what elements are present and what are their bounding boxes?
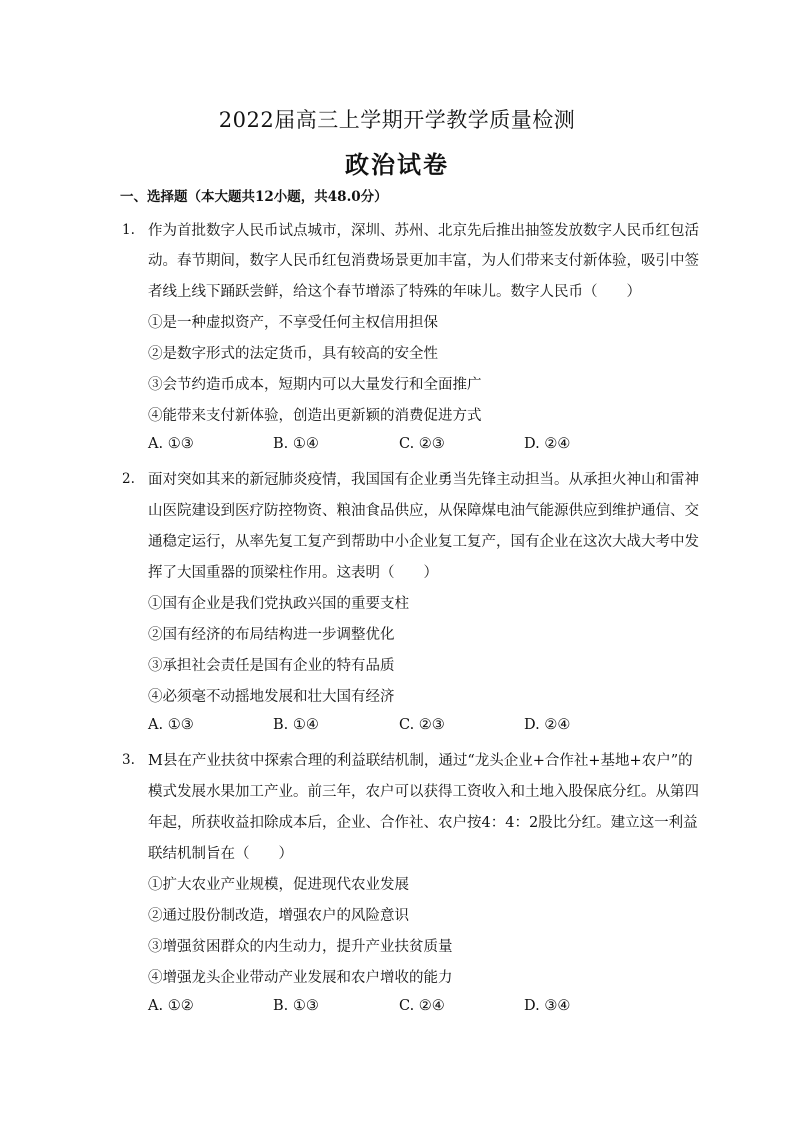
option-d[interactable]: D. ②④ (524, 436, 571, 452)
statement-3: ③承担社会责任是国有企业的特有品质 (148, 658, 395, 674)
question-stem-line: 挥了大国重器的顶梁柱作用。这表明（ ） (148, 565, 438, 581)
option-c[interactable]: C. ②④ (399, 998, 445, 1014)
option-a[interactable]: A. ①② (148, 998, 194, 1014)
statement-3: ③会节约造币成本，短期内可以大量发行和全面推广 (148, 377, 482, 393)
question-number: 1. (122, 222, 135, 238)
option-d[interactable]: D. ③④ (524, 998, 571, 1014)
statement-3: ③增强贫困群众的内生动力，提升产业扶贫质量 (148, 939, 453, 955)
question-number: 2. (122, 471, 135, 487)
option-c[interactable]: C. ②③ (399, 436, 445, 452)
option-b[interactable]: B. ①④ (273, 717, 319, 733)
question-stem-line: 通稳定运行，从率先复工复产到帮助中小企业复工复产，国有企业在这次大战大考中发 (148, 534, 699, 550)
question-number: 3. (122, 752, 135, 768)
question-stem-line: 作为首批数字人民币试点城市，深圳、苏州、北京先后推出抽签发放数字人民币红包活 (148, 223, 699, 239)
statement-2: ②是数字形式的法定货币，具有较高的安全性 (148, 346, 438, 362)
question-stem-line: 动。春节期间，数字人民币红包消费场景更加丰富，为人们带来支付新体验，吸引中签 (148, 253, 699, 269)
statement-4: ④能带来支付新体验，创造出更新颖的消费促进方式 (148, 408, 482, 424)
question-stem-line: 模式发展水果加工产业。前三年，农户可以获得工资收入和土地入股保底分红。从第四 (148, 784, 699, 800)
exam-subject-title: 政治试卷 (345, 150, 449, 179)
statement-4: ④增强龙头企业带动产业发展和农户增收的能力 (148, 970, 453, 986)
statement-1: ①国有企业是我们党执政兴国的重要支柱 (148, 596, 409, 612)
section-heading: 一、选择题（本大题共12小题，共48.0分） (120, 189, 388, 205)
question-stem-line: 山医院建设到医疗防控物资、粮油食品供应，从保障煤电油气能源供应到维护通信、交 (148, 503, 699, 519)
question-stem-line: 者线上线下踊跃尝鲜，给这个春节增添了特殊的年味儿。数字人民币（ ） (148, 284, 641, 300)
statement-1: ①扩大农业产业规模，促进现代农业发展 (148, 877, 409, 893)
option-d[interactable]: D. ②④ (524, 717, 571, 733)
option-b[interactable]: B. ①④ (273, 436, 319, 452)
option-c[interactable]: C. ②③ (399, 717, 445, 733)
exam-title: 2022届高三上学期开学教学质量检测 (218, 108, 576, 132)
option-a[interactable]: A. ①③ (148, 436, 194, 452)
option-b[interactable]: B. ①③ (273, 998, 319, 1014)
option-a[interactable]: A. ①③ (148, 717, 194, 733)
question-stem-line: 面对突如其来的新冠肺炎疫情，我国国有企业勇当先锋主动担当。从承担火神山和雷神 (148, 472, 699, 488)
question-stem-line: M县在产业扶贫中探索合理的利益联结机制，通过“龙头企业+合作社+基地+农户”的 (148, 753, 693, 769)
statement-2: ②国有经济的布局结构进一步调整优化 (148, 627, 395, 643)
statement-1: ①是一种虚拟资产，不享受任何主权信用担保 (148, 315, 438, 331)
statement-4: ④必须毫不动摇地发展和壮大国有经济 (148, 689, 395, 705)
statement-2: ②通过股份制改造，增强农户的风险意识 (148, 908, 409, 924)
question-stem-line: 年起，所获收益扣除成本后，企业、合作社、农户按4：4：2股比分红。建立这一利益 (148, 815, 698, 831)
question-stem-line: 联结机制旨在（ ） (148, 846, 293, 862)
